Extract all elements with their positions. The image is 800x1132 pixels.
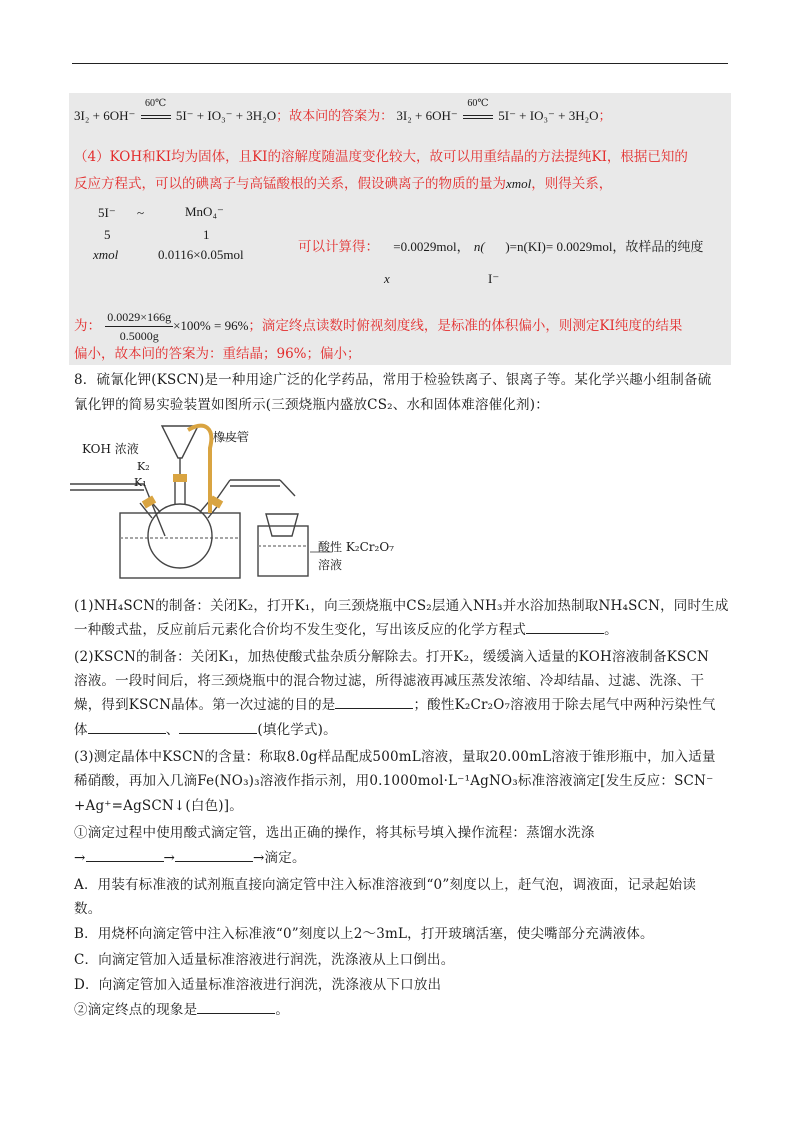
header-rule: [72, 63, 728, 64]
eq-right: 5I⁻ + IO₃⁻ + 3H₂O: [175, 108, 277, 123]
q8-p2-c: [74, 696, 716, 714]
eq-left-repeat: 3I₂ + 6OH⁻: [396, 108, 458, 123]
eq-condition: 60℃: [145, 98, 167, 109]
purity-denominator: 0.5000g: [119, 329, 159, 343]
q8-p2-d-end: (填化学式)。: [257, 722, 337, 738]
rel-amount: 0.0116×0.05mol: [158, 247, 244, 262]
eq-separator: ；故本问的答案为：: [276, 108, 394, 123]
fig-label-acid-1: 酸性 K₂Cr₂O₇: [318, 540, 394, 554]
q8-p3-q1: ①滴定过程中使用酸式滴定管，选出正确的操作，将其标号填入操作流程：蒸馏水洗涤: [74, 825, 595, 841]
answer-final-line: 偏小，故本问的答案为：重结晶；96%；偏小；: [74, 346, 361, 362]
q8-p1-b-text: 一种酸式盐，反应前后元素化合价均不发生变化，写出该反应的化学方程式: [74, 622, 527, 638]
rel-1: 1: [203, 227, 210, 242]
q8-p1-b: [74, 621, 618, 639]
q8-p2-a: (2)KSCN的制备：关闭K₁，加热使酸式盐杂质分解除去。打开K₂，缓缓滴入适量的KOH溶液制备KSCN: [74, 649, 710, 665]
rel-mno4: MnO₄⁻: [185, 204, 224, 219]
calc-line: [298, 238, 703, 256]
p4-end: ，则得关系，: [531, 176, 613, 192]
fig-label-k2: K₂: [137, 460, 150, 473]
rel-5: 5: [104, 227, 111, 242]
flow-arrow-1: →: [74, 850, 86, 866]
q8-p3-c: +Ag⁺=AgSCN↓(白色)]。: [74, 798, 243, 814]
dropping-funnel: [162, 426, 198, 458]
option-c: C．向滴定管加入适量标准溶液进行润洗，洗涤液从上口倒出。: [74, 952, 455, 968]
q8-p2-b: 溶液。一段时间后，将三颈烧瓶中的混合物过滤，所得滤液再减压蒸发浓缩、冷却结晶、过滤、洗涤、干: [74, 673, 705, 689]
rel-xmol: xmol: [93, 247, 119, 262]
purity-tail: ×100% = 96%: [173, 318, 249, 333]
inverted-funnel: [266, 514, 298, 536]
answer-blank-5[interactable]: [86, 849, 164, 862]
q8-p3-q2-end: 。: [275, 1002, 290, 1018]
q8-p2-c-text: 燥，得到KSCN晶体。第一次过滤的目的是: [74, 697, 336, 713]
eq-left: 3I₂ + 6OH⁻: [74, 108, 136, 123]
answer-blank-3[interactable]: [88, 721, 166, 734]
fig-label-acid-2: 溶液: [318, 558, 343, 572]
q8-p3-a: (3)测定晶体中KSCN的含量：称取8.0g样品配成500mL溶液，量取20.00mL溶液于锥形瓶中，加入适量: [74, 749, 716, 765]
eq-condition-repeat: 60℃: [467, 98, 489, 109]
fig-label-koh: KOH 浓液: [82, 442, 139, 456]
reaction-arrow-repeat: [461, 98, 495, 125]
answer-blank-4[interactable]: [179, 721, 257, 734]
calc-below-x: x: [384, 271, 390, 286]
p4-variable: xmol: [506, 176, 532, 191]
purity-fraction: [105, 308, 173, 345]
reaction-arrow: [139, 98, 173, 125]
calc-n: n(: [473, 239, 485, 254]
calc-value: =0.0029mol，: [393, 239, 470, 254]
q8-intro-1: 8．硫氰化钾(KSCN)是一种用途广泛的化学药品，常用于检验铁离子、银离子等。某化学兴趣小组制备硫: [74, 372, 712, 388]
option-a-line2: 数。: [74, 901, 102, 917]
q8-p2-d-sep: 、: [165, 722, 180, 738]
p4-text: 反应方程式，可以的碘离子与高锰酸根的关系，假设碘离子的物质的量为: [74, 176, 506, 192]
calc-n-close: )=n(KI)= 0.0029mol，故样品的纯度: [505, 239, 704, 254]
q8-p1-b-end: 。: [604, 622, 618, 638]
eq-end: ；: [598, 108, 612, 123]
answer-blank-7[interactable]: [197, 1001, 275, 1014]
beaker: [258, 526, 308, 576]
flow-end: →滴定。: [253, 850, 306, 866]
fig-label-k1: K₁: [134, 476, 147, 489]
q8-intro-2: 氰化钾的简易实验装置如图所示(三颈烧瓶内盛放CS₂、水和固体难溶催化剂)：: [74, 397, 549, 413]
answer-blank-6[interactable]: [175, 849, 253, 862]
q8-p2-c-mid: ；酸性K₂Cr₂O₇溶液用于除去尾气中两种污染性气: [413, 697, 716, 713]
q8-p1-a: (1)NH₄SCN的制备：关闭K₂，打开K₁，向三颈烧瓶中CS₂层通入NH₃并水浴加热制取NH₄SCN，同时生成: [74, 598, 729, 614]
rel-5i: 5I⁻: [98, 205, 116, 220]
equation-line: [74, 98, 612, 125]
q8-p3-q2-text: ②滴定终点的现象是: [74, 1002, 198, 1018]
q8-p3-b: 稀硝酸，再加入几滴Fe(NO₃)₃溶液作指示剂，用0.1000mol·L⁻¹AgNO₃标准溶液滴定[发生反应：SCN⁻: [74, 773, 714, 789]
purity-text: ；滴定终点读数时俯视刻度线，是标准的体积偏小，则测定KI纯度的结果: [248, 318, 683, 334]
rel-tilde: ~: [137, 205, 145, 220]
eq-right-repeat: 5I⁻ + IO₃⁻ + 3H₂O: [498, 108, 599, 123]
q8-p3-flow: [74, 849, 306, 867]
answer-p4-line2: [74, 175, 612, 193]
answer-p4-line1: （4）KOH和KI均为固体，且KI的溶解度随温度变化较大，故可以用重结晶的方法提纯KI，根据已知的: [74, 149, 688, 165]
flow-arrow-2: →: [163, 850, 176, 866]
calc-below-i: I⁻: [488, 271, 500, 286]
q8-p2-d-text: 体: [74, 722, 88, 738]
purity-line: [74, 308, 682, 345]
fig-label-rubber: 橡皮管: [213, 430, 250, 444]
option-d: D．向滴定管加入适量标准溶液进行润洗，洗涤液从下口放出: [74, 977, 442, 993]
answer-blank-1[interactable]: [526, 621, 604, 634]
q8-p3-q2: [74, 1001, 289, 1019]
answer-blank-2[interactable]: [335, 696, 413, 709]
calc-label: 可以计算得：: [298, 239, 379, 255]
purity-numerator: 0.0029×166g: [105, 308, 173, 327]
option-b: B．用烧杯向滴定管中注入标准液“0”刻度以上2～3mL，打开玻璃活塞，使尖嘴部分充满液体。: [74, 926, 654, 942]
option-a-line1: A．用装有标准液的试剂瓶直接向滴定管中注入标准溶液到“0”刻度以上，赶气泡，调液面，记录起始读: [74, 877, 697, 893]
q8-p2-d: [74, 721, 337, 739]
purity-prefix: 为：: [74, 318, 101, 334]
